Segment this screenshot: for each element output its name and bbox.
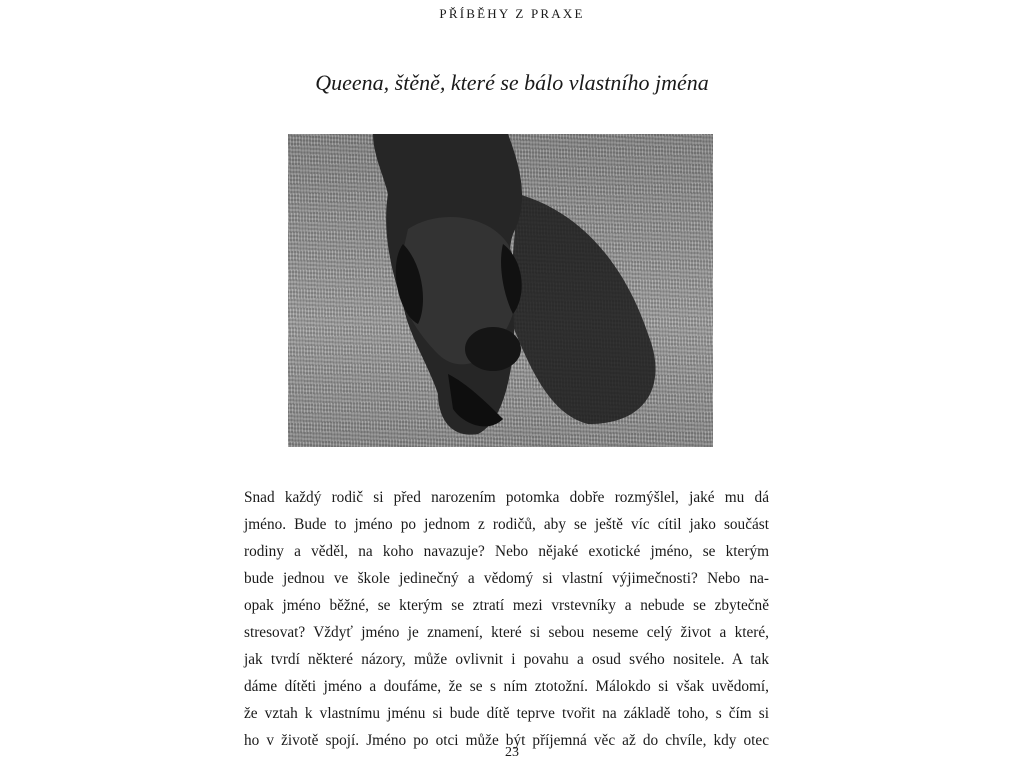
body-line: že vztah k vlastnímu jménu si bude dítě teprve tvořit na základě toho, s čím si xyxy=(244,705,769,722)
body-line: ho v životě spojí. Jméno po otci může být příjemná věc až do chvíle, kdy otec xyxy=(244,732,769,749)
dog-photo xyxy=(288,134,713,447)
dog-illustration xyxy=(288,134,713,447)
body-line: Snad každý rodič si před narozením potomka dobře rozmýšlel, jaké mu dá xyxy=(244,489,769,506)
body-line: stresovat? Vždyť jméno je znamení, které si sebou neseme celý život a které, xyxy=(244,624,769,641)
body-line: jméno. Bude to jméno po jednom z rodičů, aby se ještě víc cítil jako součást xyxy=(244,516,769,533)
page-number: 23 xyxy=(505,745,519,760)
running-head: PŘÍBĚHY Z PRAXE xyxy=(439,6,585,21)
body-line: jak tvrdí některé názory, může ovlivnit i povahu a osud svého nositele. A tak xyxy=(244,651,769,668)
body-line: opak jméno běžné, se kterým se ztratí mezi vrstevníky a nebude se zbytečně xyxy=(244,597,769,614)
body-line: rodiny a věděl, na koho navazuje? Nebo nějaké exotické jméno, se kterým xyxy=(244,543,769,560)
chapter-title: Queena, štěně, které se bálo vlastního jména xyxy=(315,70,709,95)
body-text xyxy=(244,484,769,754)
body-line: bude jednou ve škole jedinečný a vědomý si vlastní výjimečnosti? Nebo na- xyxy=(244,570,769,587)
body-line: dáme dítěti jméno a doufáme, že se s ním ztotožní. Málokdo si však uvědomí, xyxy=(244,678,769,695)
